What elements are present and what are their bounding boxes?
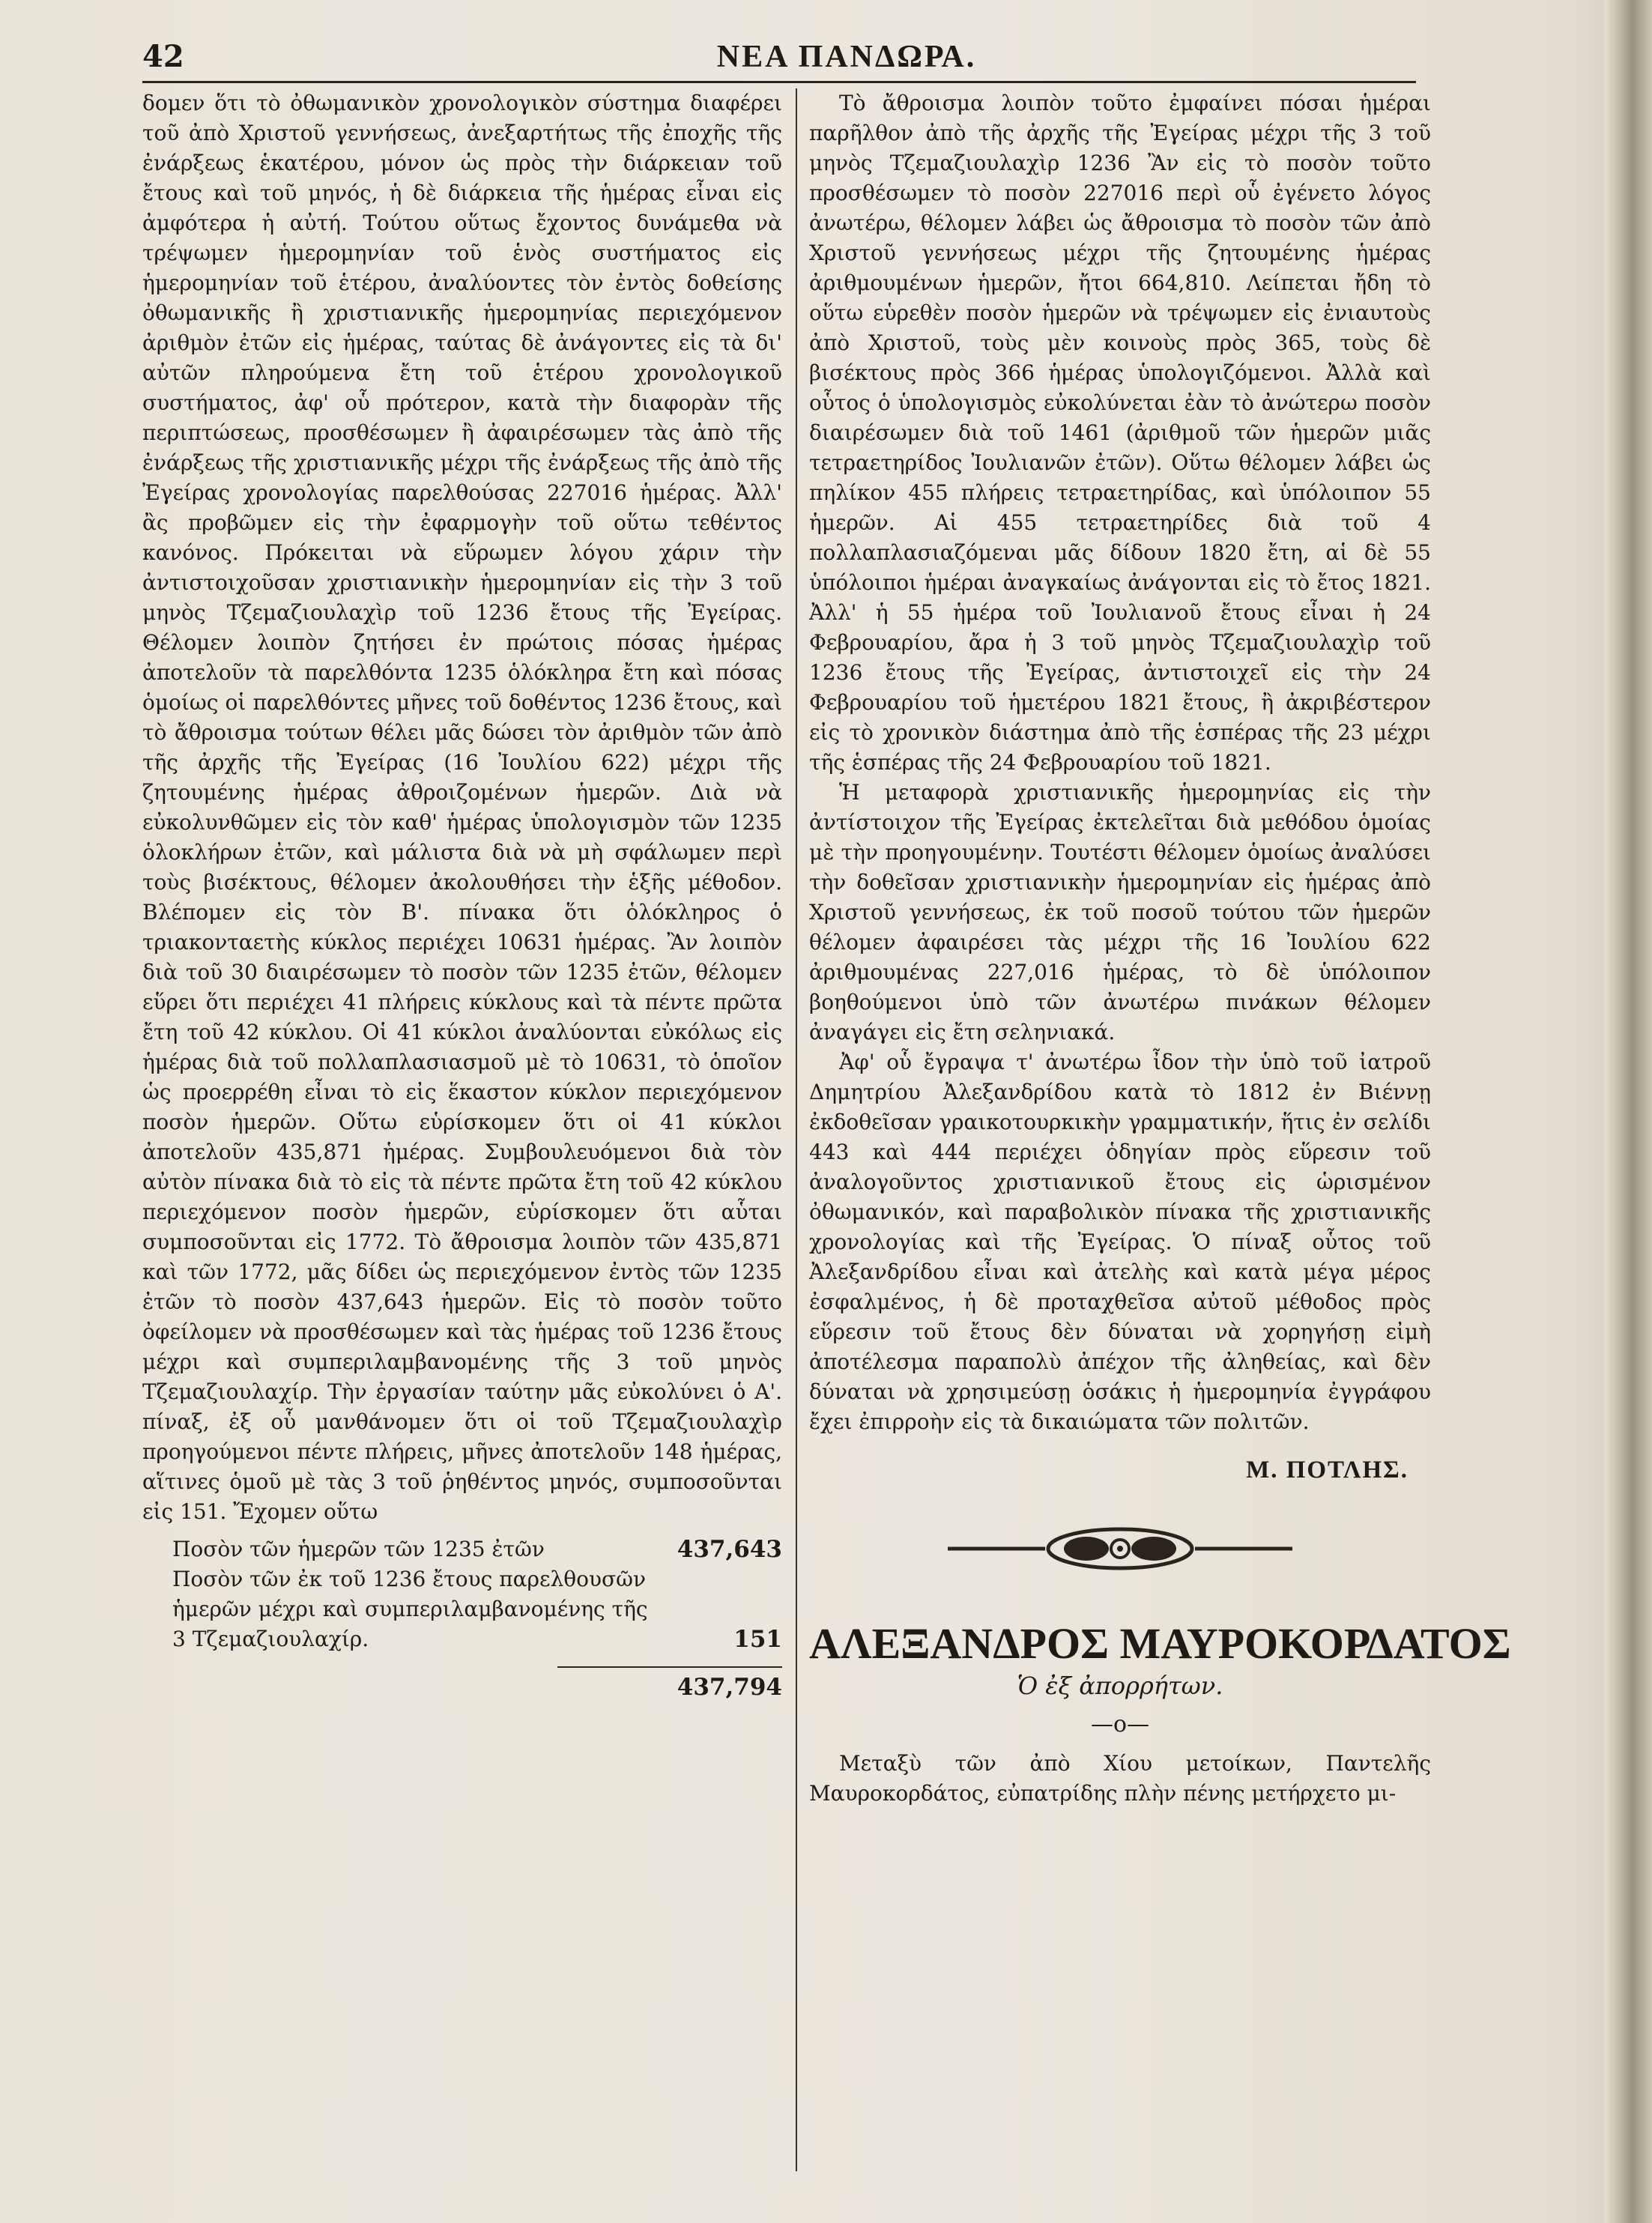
ledger-total: 437,794 <box>677 1674 782 1701</box>
author-signature: Μ. ΠΟΤΛΗΣ. <box>1246 1457 1409 1483</box>
article-subtitle: Ὁ ἐξ ἀπορρήτων. <box>1017 1672 1223 1700</box>
ledger-label: Ποσὸν τῶν ἐκ τοῦ 1236 ἔτους παρελθουσῶν ἡμερῶν μέχρι καὶ συμπεριλαμβανομένης τῆς 3 Τζεμαζιουλαχίρ. <box>172 1567 648 1651</box>
ledger-value: 437,643 <box>677 1536 782 1563</box>
right-paragraph-3: Ἀφ' οὗ ἔγραψα τ' ἀνωτέρω ἶδον τὴν ὑπὸ τοῦ ἰατροῦ Δημητρίου Ἀλεξανδρίδου κατὰ τὸ 1812 ἐν Βιέννῃ ἐκδοθεῖσαν γραικοτουρκικὴν γραμματικήν, ἥτις ἐν σελίδι 443 καὶ 444 περιέχει ὁδηγίαν πρὸς εὕρεσιν τοῦ ἀναλογοῦντος χριστιανικοῦ ἔτους εἰς ὡρισμένον ὀθωμανικόν, καὶ παραβολικὸν πίνακα τῆς χριστιανικῆς χρονολογίας καὶ τῆς Ἐγείρας. Ὁ πίναξ οὗτος τοῦ Ἀλεξανδρίδου εἶναι καὶ ἀτελὴς καὶ κατὰ μέγα μέρος ἐσφαλμένος, ἡ δὲ προταχθεῖσα αὐτοῦ μέθοδος πρὸς εὕρεσιν τοῦ ἔτους δὲν δύναται νὰ χορηγήσῃ εἰμὴ ἀποτέλεσμα παραπολὺ ἀπέχον τῆς ἀληθείας, καὶ δὲν δύναται νὰ χρησιμεύσῃ ὁσάκις ἡ ἡμερομηνία ἐγγράφου ἔχει ἐπιρροὴν εἰς τὰ δικαιώματα τῶν πολιτῶν. <box>809 1050 1431 1434</box>
right-paragraph-1: Τὸ ἄθροισμα λοιπὸν τοῦτο ἐμφαίνει πόσαι ἡμέραι παρῆλθον ἀπὸ τῆς ἀρχῆς τῆς Ἐγείρας μέχρι τῆς 3 τοῦ μηνὸς Τζεμαζιουλαχὶρ 1236 Ἂν εἰς τὸ ποσὸν τοῦτο προσθέσωμεν τὸ ποσὸν 227016 περὶ οὗ ἐγένετο λόγος ἀνωτέρω, θέλομεν λάβει ὡς ἄθροισμα τὸ ποσὸν τῶν ἀπὸ Χριστοῦ γεννήσεως μέχρι τῆς ζητουμένης ἡμέρας ἀριθμουμένων ἡμερῶν, ἤτοι 664,810. Λείπεται ἤδη τὸ οὕτω εὑρεθὲν ποσὸν ἡμερῶν νὰ τρέψωμεν εἰς ἐνιαυτοὺς ἀπὸ Χριστοῦ, τοὺς μὲν κοινοὺς πρὸς 365, τοὺς δὲ βισέκτους πρὸς 366 ἡμέρας ὑπολογιζόμενοι. Ἀλλὰ καὶ οὗτος ὁ ὑπολογισμὸς εὐκολύνεται ἐὰν τὸ ἀνώτερω ποσὸν διαιρέσωμεν διὰ τοῦ 1461 (ἀριθμοῦ τῶν ἡμερῶν μιᾶς τετραετηρίδος Ἰουλιανῶν ἐτῶν). Οὕτω θέλομεν λάβει ὡς πηλίκον 455 πλήρεις τετραετηρίδας, καὶ ὑπόλοιπον 55 ἡμερῶν. Αἱ 455 τετραετηρίδες διὰ τοῦ 4 πολλαπλασιαζόμεναι μᾶς δίδουν 1820 ἔτη, αἱ δὲ 55 ὑπόλοιποι ἡμέραι ἀναγκαίως ἀνάγονται εἰς τὸ ἔτος 1821. Ἀλλ' ἡ 55 ἡμέρα τοῦ Ἰουλιανοῦ ἔτους εἶναι ἡ 24 Φεβρουαρίου, ἄρα ἡ 3 τοῦ μηνὸς Τζεμαζιουλαχὶρ τοῦ 1236 ἔτους τῆς Ἐγείρας, ἀντιστοιχεῖ εἰς τὴν 24 Φεβρουαρίου τοῦ ἡμετέρου 1821 ἔτους, ἢ ἀκριβέστερον εἰς τὸ χρονικὸν διάστημα ἀπὸ τῆς ἑσπέρας τῆς 23 μέχρι τῆς ἑσπέρας τῆς 24 Φεβρουαρίου τοῦ 1821. <box>809 91 1431 775</box>
article-title: ΑΛΕΞΑΝΔΡΟΣ ΜΑΥΡΟΚΟΡΔΑΤΟΣ <box>809 1619 1511 1668</box>
page-number: 42 <box>142 39 184 74</box>
right-paragraph-2: Ἡ μεταφορὰ χριστιανικῆς ἡμερομηνίας εἰς τὴν ἀντίστοιχον τῆς Ἐγείρας ἐκτελεῖται διὰ μεθόδου ὁμοίας μὲ τὴν προηγουμένην. Τουτέστι θέλομεν ὁμοίως ἀναλύσει τὴν δοθεῖσαν χριστιανικὴν ἡμερομηνίαν εἰς ἡμέρας ἀπὸ Χριστοῦ γεννήσεως, ἐκ τοῦ ποσοῦ τούτου τῶν ἡμερῶν θέλομεν ἀφαιρέσει τὰς μέχρι τῆς 16 Ἰουλίου 622 ἀριθμουμένας 227,016 ἡμέρας, τὸ δὲ ὑπόλοιπον βοηθούμενοι ὑπὸ τῶν ἀνωτέρω πινάκων θέλομεν ἀναγάγει εἰς ἔτη σεληνιακά. <box>809 780 1431 1044</box>
column-divider <box>796 88 797 2171</box>
day-count-ledger <box>142 1534 782 1702</box>
header-rule <box>142 81 1416 83</box>
decorative-ornament-icon <box>933 1522 1307 1575</box>
article-lead-paragraph: Μεταξὺ τῶν ἀπὸ Χίου μετοίκων, Παντελῆς Μαυροκορδάτος, εὐπατρίδης πλὴν πένης μετήρχετο μι- <box>809 1751 1431 1806</box>
ledger-label: Ποσὸν τῶν ἡμερῶν τῶν 1235 ἐτῶν <box>172 1537 545 1561</box>
left-column <box>142 88 782 1702</box>
ledger-value: 151 <box>733 1626 782 1653</box>
ledger-row <box>142 1534 782 1564</box>
page-binding-shadow <box>1604 0 1652 2223</box>
right-column <box>809 88 1511 1809</box>
left-paragraph-1: δομεν ὅτι τὸ ὀθωμανικὸν χρονολογικὸν σύστημα διαφέρει τοῦ ἀπὸ Χριστοῦ γεννήσεως, ἀνεξαρτήτως τῆς ἐποχῆς τῆς ἐνάρξεως ἑκατέρου, μόνον ὡς πρὸς τὴν διάρκειαν τοῦ ἔτους καὶ τοῦ μηνός, ἡ δὲ διάρκεια τῆς ἡμέρας εἶναι εἰς ἀμφότερα ἡ αὐτή. Τούτου οὕτως ἔχοντος δυνάμεθα νὰ τρέψωμεν ἡμερομηνίαν τοῦ ἑνὸς συστήματος εἰς ἡμερομηνίαν τοῦ ἑτέρου, ἀναλύοντες τὸν ἐντὸς δοθείσης ὀθωμανικῆς ἢ χριστιανικῆς ἡμερομηνίας περιεχόμενον ἀριθμὸν ἐτῶν εἰς ἡμέρας, ταύτας δὲ ἀνάγοντες εἰς τὰ δι' αὐτῶν πληρούμενα ἔτη τοῦ ἑτέρου χρονολογικοῦ συστήματος, ἀφ' οὗ πρότερον, κατὰ τὴν διαφορὰν τῆς περιπτώσεως, προσθέσωμεν ἢ ἀφαιρέσωμεν τὰς ἀπὸ τῆς ἐνάρξεως τῆς χριστιανικῆς μέχρι τῆς ἐνάρξεως τῆς ἀπὸ τῆς Ἐγείρας χρονολογίας παρελθούσας 227016 ἡμέρας. Ἀλλ' ἂς προβῶμεν εἰς τὴν ἐφαρμογὴν τοῦ οὕτω τεθέντος κανόνος. Πρόκειται νὰ εὕρωμεν λόγου χάριν τὴν ἀντιστοιχοῦσαν χριστιανικὴν ἡμερομηνίαν εἰς τὴν 3 τοῦ μηνὸς Τζεμαζιουλαχὶρ τοῦ 1236 ἔτους τῆς Ἐγείρας. Θέλομεν λοιπὸν ζητήσει ἐν πρώτοις πόσας ἡμέρας ἀποτελοῦν τὰ παρελθόντα 1235 ὁλόκληρα ἔτη καὶ πόσας ὁμοίως οἱ παρελθόντες μῆνες τοῦ δοθέντος 1236 ἔτους, καὶ τὸ ἄθροισμα τούτων θέλει μᾶς δώσει τὸν ἀριθμὸν τῶν ἀπὸ τῆς ἀρχῆς τῆς Ἐγείρας (16 Ἰουλίου 622) μέχρι τῆς ζητουμένης ἡμέρας ἀθροιζομένων ἡμερῶν. Διὰ νὰ εὐκολυνθῶμεν εἰς τὸν καθ' ἡμέρας ὑπολογισμὸν τῶν 1235 ὁλοκλήρων ἐτῶν, καὶ μάλιστα διὰ νὰ μὴ σφάλωμεν περὶ τοὺς βισέκτους, θέλομεν ἀκολουθήσει τὴν ἑξῆς μέθοδον. Βλέπομεν εἰς τὸν Β'. πίνακα ὅτι ὁλόκληρος ὁ τριακονταετὴς κύκλος περιέχει 10631 ἡμέρας. Ἂν λοιπὸν διὰ τοῦ 30 διαιρέσωμεν τὸ ποσὸν τῶν 1235 ἐτῶν, θέλομεν εὕρει ὅτι περιέχει 41 πλήρεις κύκλους καὶ τὰ πέντε πρῶτα ἔτη τοῦ 42 κύκλου. Οἱ 41 κύκλοι ἀναλύονται εὐκόλως εἰς ἡμέρας διὰ τοῦ πολλαπλασιασμοῦ μὲ τὸ 10631, τὸ ὁποῖον ὡς προερρέθη εἶναι τὸ εἰς ἕκαστον κύκλον περιεχόμενον ποσὸν ἡμερῶν. Οὕτω εὑρίσκομεν ὅτι οἱ 41 κύκλοι ἀποτελοῦν 435,871 ἡμέρας. Συμβουλευόμενοι διὰ τὸν αὐτὸν πίνακα διὰ τὸ εἰς τὰ πέντε πρῶτα ἔτη τοῦ 42 κύκλου περιεχόμενον ποσὸν ἡμερῶν, εὑρίσκομεν ὅτι αὗται συμποσοῦνται εἰς 1772. Τὸ ἄθροισμα λοιπὸν τῶν 435,871 καὶ τῶν 1772, μᾶς δίδει ὡς περιεχόμενον ἐντὸς τῶν 1235 ἐτῶν τὸ ποσὸν 437,643 ἡμερῶν. Εἰς τὸ ποσὸν τοῦτο ὀφείλομεν νὰ προσθέσωμεν καὶ τὰς ἡμέρας τοῦ 1236 ἔτους μέχρι καὶ συμπεριλαμβανομένης τῆς 3 τοῦ μηνὸς Τζεμαζιουλαχίρ. Τὴν ἐργασίαν ταύτην μᾶς εὐκολύνει ὁ Α'. πίναξ, ἐξ οὗ μανθάνομεν ὅτι οἱ τοῦ Τζεμαζιουλαχὶρ προηγούμενοι πέντε πλήρεις, μῆνες ἀποτελοῦν 148 ἡμέρας, αἵτινες ὁμοῦ μὲ τὰς 3 τοῦ ῥηθέντος μηνός, συμποσοῦνται εἰς 151. Ἔχομεν οὕτω <box>142 91 782 1524</box>
ledger-row <box>142 1564 782 1654</box>
page-header <box>142 39 1551 81</box>
ledger-total-row <box>142 1672 782 1702</box>
ledger-total-rule <box>557 1666 782 1668</box>
dash-ornament: —o— <box>1090 1711 1150 1737</box>
running-title: ΝΕΑ ΠΑΝΔΩΡΑ. <box>716 40 977 74</box>
